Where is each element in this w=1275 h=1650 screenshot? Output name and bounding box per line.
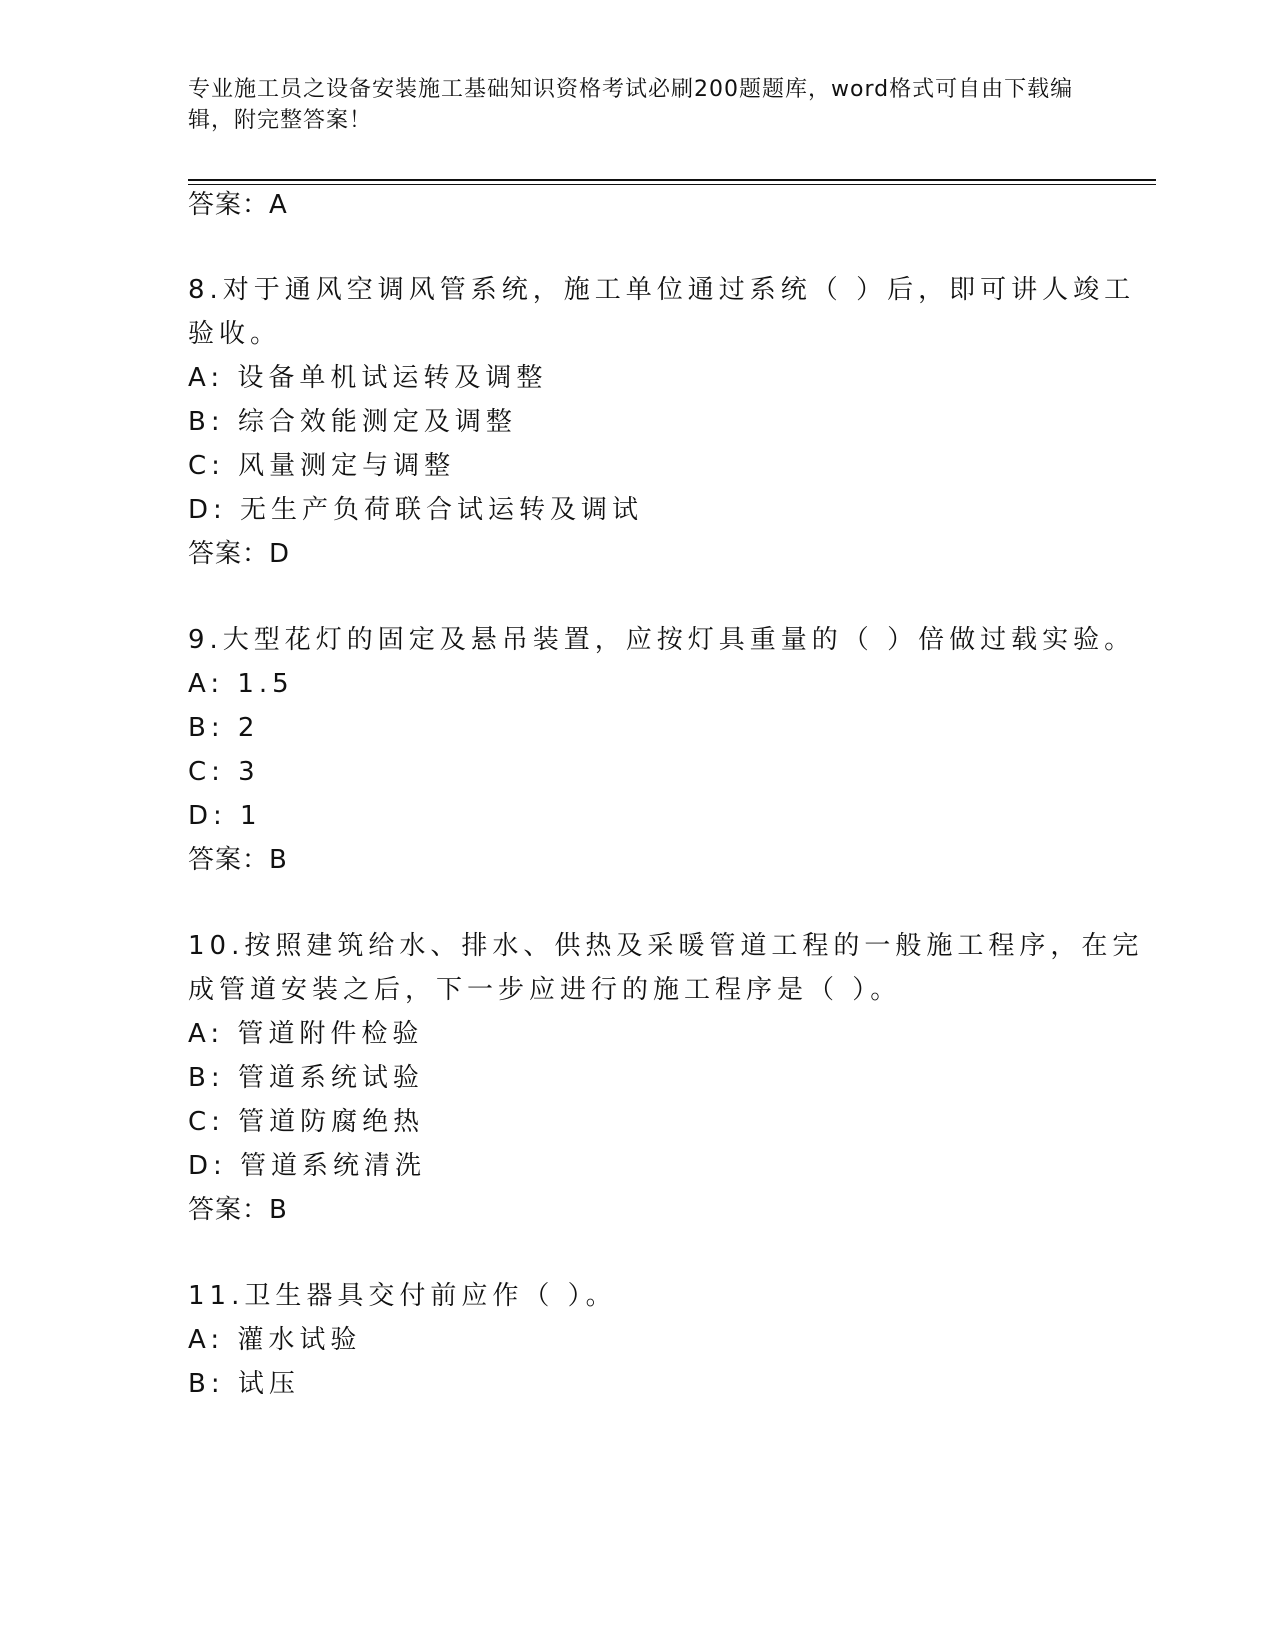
question-8-option-b: B: 综合效能测定及调整 (188, 407, 517, 437)
question-10-option-c: C: 管道防腐绝热 (188, 1107, 425, 1137)
question-11-option-b: B: 试压 (188, 1369, 300, 1399)
question-9-answer: 答案：B (188, 845, 288, 875)
question-8-answer: 答案：D (188, 539, 291, 569)
question-10-answer: 答案：B (188, 1195, 288, 1225)
header-divider-thick (188, 179, 1156, 181)
document-header: 专业施工员之设备安装施工基础知识资格考试必刷200题题库，word格式可自由下载编辑，附完整答案！ (188, 77, 1074, 133)
question-10-option-d: D: 管道系统清洗 (188, 1151, 427, 1181)
question-10-line-1: 10.按照建筑给水、排水、供热及采暖管道工程的一般施工程序，在完 (188, 931, 1144, 961)
question-10-option-a: A: 管道附件检验 (188, 1019, 424, 1049)
question-11-line-1: 11.卫生器具交付前应作（ ）。 (188, 1281, 617, 1311)
question-9-option-c: C: 3 (188, 757, 260, 787)
question-9-line-1: 9.大型花灯的固定及悬吊装置，应按灯具重量的（ ）倍做过载实验。 (188, 625, 1136, 655)
question-8-option-a: A: 设备单机试运转及调整 (188, 363, 548, 393)
question-9-option-a: A: 1.5 (188, 669, 294, 699)
question-8-line-2: 验收。 (188, 319, 282, 349)
question-8-line-1: 8.对于通风空调风管系统，施工单位通过系统（ ）后，即可讲人竣工 (188, 275, 1136, 305)
answer-previous: 答案：A (188, 190, 288, 220)
question-8-option-c: C: 风量测定与调整 (188, 451, 456, 481)
question-11-option-a: A: 灌水试验 (188, 1325, 362, 1355)
question-9-option-b: B: 2 (188, 713, 260, 743)
question-9-option-d: D: 1 (188, 801, 262, 831)
question-10-line-2: 成管道安装之后，下一步应进行的施工程序是（ ）。 (188, 975, 902, 1005)
question-10-option-b: B: 管道系统试验 (188, 1063, 424, 1093)
header-divider-thin (188, 184, 1156, 185)
question-8-option-d: D: 无生产负荷联合试运转及调试 (188, 495, 644, 525)
